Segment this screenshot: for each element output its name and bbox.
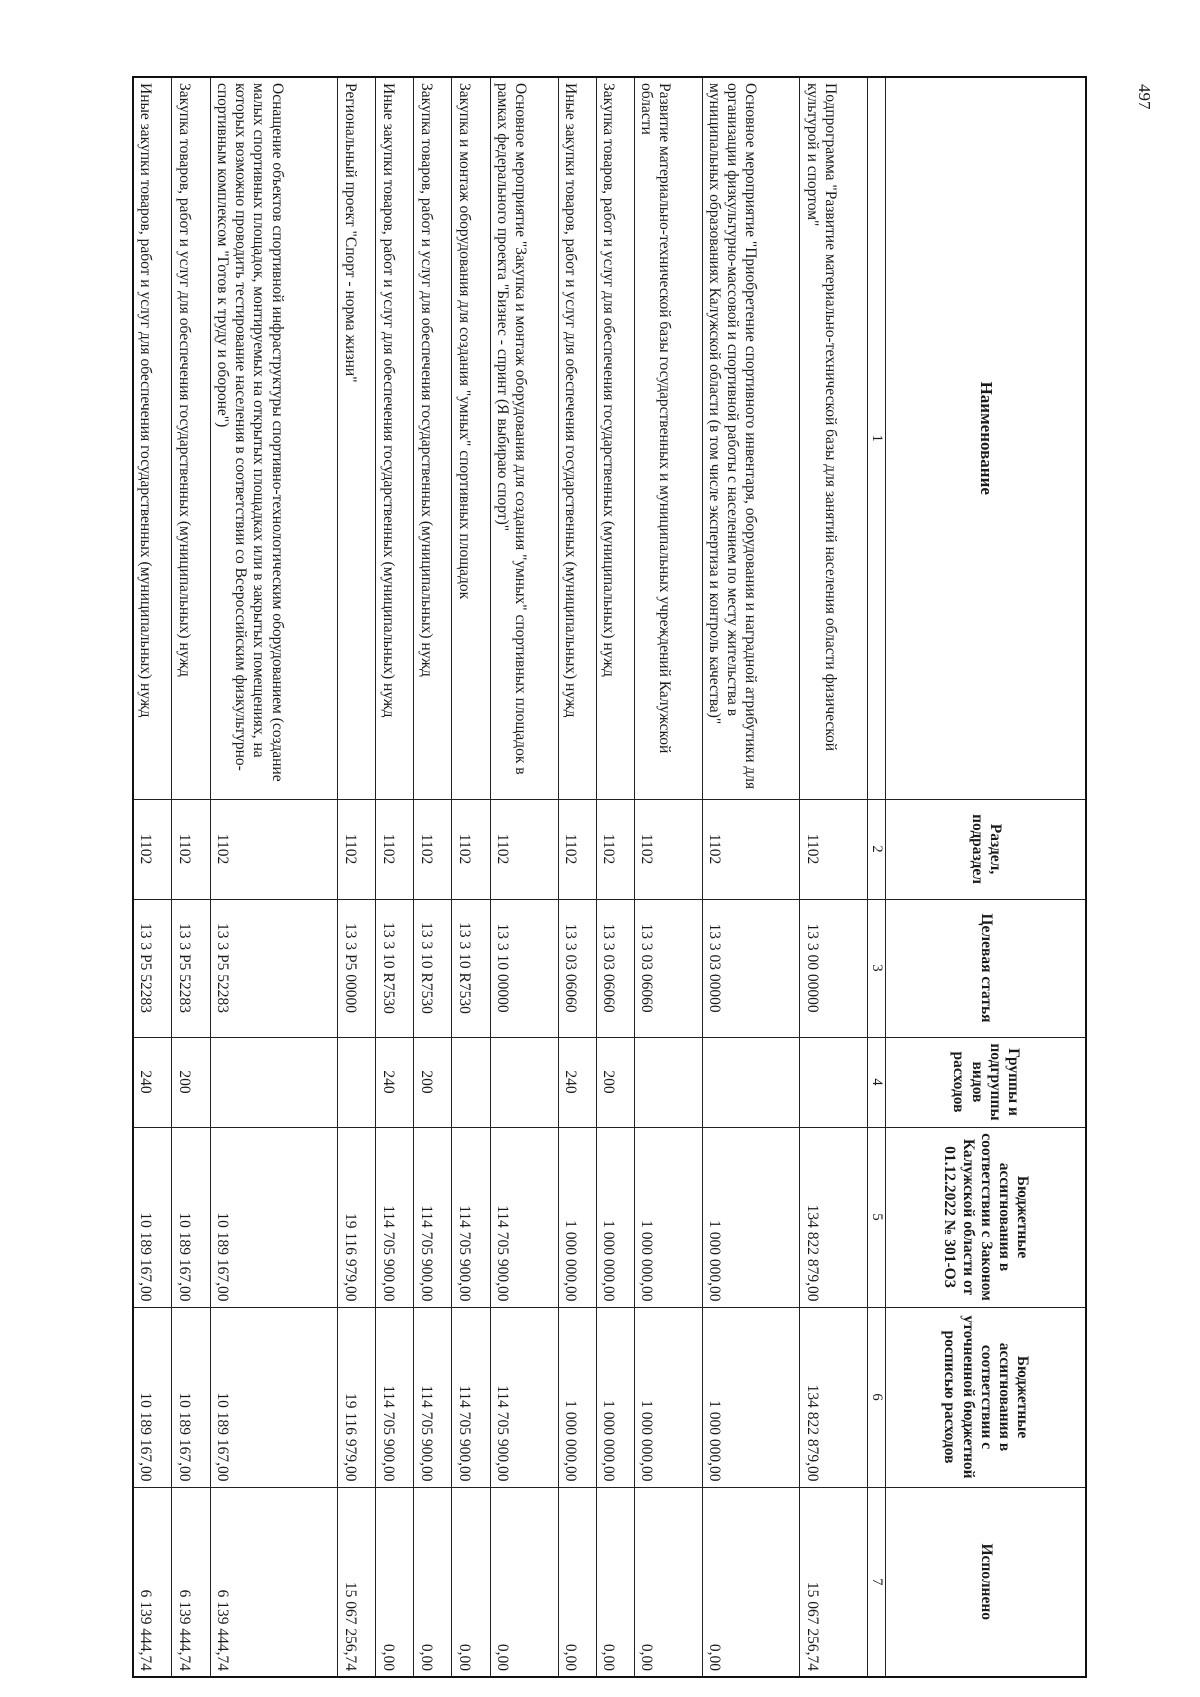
row-budget-amount: 114 705 900,00 <box>376 1307 414 1487</box>
row-group <box>210 1037 338 1127</box>
column-number: 4 <box>868 1037 886 1127</box>
row-section: 1102 <box>800 799 868 899</box>
column-number: 1 <box>868 77 886 799</box>
row-section: 1102 <box>558 799 596 899</box>
row-name: Региональный проект "Спорт - норма жизни" <box>338 77 376 799</box>
row-budget-amount: 10 189 167,00 <box>133 1307 172 1487</box>
row-law-amount: 114 705 900,00 <box>452 1127 490 1307</box>
header-budget-allocations: Бюджетные ассигнования в соответствии с уточненной бюджетной росписью расходов <box>886 1307 1086 1487</box>
table-row <box>414 77 452 1677</box>
table-row <box>376 77 414 1677</box>
row-article: 13 3 00 00000 <box>800 899 868 1037</box>
row-executed-amount: 0,00 <box>634 1487 702 1677</box>
row-group: 240 <box>133 1037 172 1127</box>
header-section: Раздел, подраздел <box>886 799 1086 899</box>
row-name: Подпрограмма "Развитие материально-технической базы для занятий населения области физической культурой и спортом" <box>800 77 868 799</box>
row-executed-amount: 15 067 256,74 <box>800 1487 868 1677</box>
row-budget-amount: 114 705 900,00 <box>490 1307 558 1487</box>
row-executed-amount: 0,00 <box>490 1487 558 1677</box>
table-row <box>634 77 702 1677</box>
row-section: 1102 <box>210 799 338 899</box>
row-article: 13 3 03 06060 <box>634 899 702 1037</box>
row-section: 1102 <box>634 799 702 899</box>
row-law-amount: 114 705 900,00 <box>490 1127 558 1307</box>
row-law-amount: 1 000 000,00 <box>558 1127 596 1307</box>
row-budget-amount: 114 705 900,00 <box>414 1307 452 1487</box>
row-section: 1102 <box>414 799 452 899</box>
row-article: 13 3 P5 52283 <box>133 899 172 1037</box>
row-section: 1102 <box>376 799 414 899</box>
table-row <box>490 77 558 1677</box>
budget-table-container <box>132 76 1087 1676</box>
row-group: 240 <box>558 1037 596 1127</box>
row-section: 1102 <box>596 799 634 899</box>
row-name: Иные закупки товаров, работ и услуг для обеспечения государственных (муниципальных) нужд <box>133 77 172 799</box>
row-executed-amount: 0,00 <box>558 1487 596 1677</box>
row-executed-amount: 6 139 444,74 <box>210 1487 338 1677</box>
row-group <box>800 1037 868 1127</box>
row-article: 13 3 10 R7530 <box>414 899 452 1037</box>
row-law-amount: 114 705 900,00 <box>414 1127 452 1307</box>
row-name: Основное мероприятие "Приобретение спортивного инвентаря, оборудования и наградной атрибутики для организации физкультурно-массовой и спортивной работы с населением по месту жительства в муниципальных образованиях Калужской области (в том числе экспертиза и контроль качества)" <box>702 77 800 799</box>
row-article: 13 3 10 00000 <box>490 899 558 1037</box>
table-row <box>452 77 490 1677</box>
row-budget-amount: 114 705 900,00 <box>452 1307 490 1487</box>
row-group: 200 <box>172 1037 210 1127</box>
row-budget-amount: 1 000 000,00 <box>634 1307 702 1487</box>
header-group: Группы и подгруппы видов расходов <box>886 1037 1086 1127</box>
row-law-amount: 10 189 167,00 <box>172 1127 210 1307</box>
row-group: 200 <box>414 1037 452 1127</box>
table-row <box>338 77 376 1677</box>
row-executed-amount: 0,00 <box>596 1487 634 1677</box>
row-budget-amount: 10 189 167,00 <box>172 1307 210 1487</box>
table-row <box>702 77 800 1677</box>
row-group <box>634 1037 702 1127</box>
column-number: 2 <box>868 799 886 899</box>
column-number-row <box>868 77 886 1677</box>
row-article: 13 3 10 R7530 <box>452 899 490 1037</box>
budget-table <box>132 76 1087 1678</box>
row-article: 13 3 10 R7530 <box>376 899 414 1037</box>
column-number: 6 <box>868 1307 886 1487</box>
row-section: 1102 <box>133 799 172 899</box>
row-law-amount: 19 116 979,00 <box>338 1127 376 1307</box>
column-number: 5 <box>868 1127 886 1307</box>
row-budget-amount: 1 000 000,00 <box>596 1307 634 1487</box>
row-group <box>452 1037 490 1127</box>
row-section: 1102 <box>702 799 800 899</box>
row-name: Закупка товаров, работ и услуг для обеспечения государственных (муниципальных) нужд <box>414 77 452 799</box>
row-group <box>338 1037 376 1127</box>
row-executed-amount: 15 067 256,74 <box>338 1487 376 1677</box>
row-name: Закупка товаров, работ и услуг для обеспечения государственных (муниципальных) нужд <box>596 77 634 799</box>
row-budget-amount: 19 116 979,00 <box>338 1307 376 1487</box>
column-number: 7 <box>868 1487 886 1677</box>
row-article: 13 3 P5 52283 <box>210 899 338 1037</box>
table-row <box>210 77 338 1677</box>
row-law-amount: 1 000 000,00 <box>702 1127 800 1307</box>
row-name: Оснащение объектов спортивной инфраструктуры спортивно-технологическим оборудованием (создание малых спортивных площадок, монтируемых на открытых площадках или в закрытых помещениях, на которых возможно проводить тестирование населения в соответствии со Всероссийским физкультурно-спортивным комплексом "Готов к труду и обороне") <box>210 77 338 799</box>
row-article: 13 3 03 06060 <box>558 899 596 1037</box>
row-article: 13 3 P5 00000 <box>338 899 376 1037</box>
row-section: 1102 <box>490 799 558 899</box>
row-article: 13 3 P5 52283 <box>172 899 210 1037</box>
row-group: 240 <box>376 1037 414 1127</box>
table-row <box>172 77 210 1677</box>
row-executed-amount: 6 139 444,74 <box>172 1487 210 1677</box>
row-executed-amount: 0,00 <box>414 1487 452 1677</box>
row-executed-amount: 0,00 <box>452 1487 490 1677</box>
row-law-amount: 1 000 000,00 <box>634 1127 702 1307</box>
row-law-amount: 114 705 900,00 <box>376 1127 414 1307</box>
row-group: 200 <box>596 1037 634 1127</box>
table-row <box>596 77 634 1677</box>
row-law-amount: 134 822 879,00 <box>800 1127 868 1307</box>
row-budget-amount: 134 822 879,00 <box>800 1307 868 1487</box>
row-law-amount: 1 000 000,00 <box>596 1127 634 1307</box>
header-article: Целевая статья <box>886 899 1086 1037</box>
table-row <box>558 77 596 1677</box>
page-number: 497 <box>1135 84 1154 110</box>
column-number: 3 <box>868 899 886 1037</box>
row-article: 13 3 03 00000 <box>702 899 800 1037</box>
header-row <box>886 77 1086 1677</box>
row-group <box>490 1037 558 1127</box>
table-row <box>800 77 868 1677</box>
row-section: 1102 <box>338 799 376 899</box>
row-article: 13 3 03 06060 <box>596 899 634 1037</box>
row-executed-amount: 0,00 <box>702 1487 800 1677</box>
header-law-allocations: Бюджетные ассигнования в соответствии с Законом Калужской области от 01.12.2022 № 301-ОЗ <box>886 1127 1086 1307</box>
row-budget-amount: 1 000 000,00 <box>558 1307 596 1487</box>
row-budget-amount: 10 189 167,00 <box>210 1307 338 1487</box>
header-name: Наименование <box>886 77 1086 799</box>
row-budget-amount: 1 000 000,00 <box>702 1307 800 1487</box>
header-executed: Исполнено <box>886 1487 1086 1677</box>
row-section: 1102 <box>452 799 490 899</box>
row-name: Основное мероприятие "Закупка и монтаж оборудования для создания "умных" спортивных площадок в рамках федерального проекта "Бизнес - спринт (Я выбираю спорт)" <box>490 77 558 799</box>
row-name: Закупка и монтаж оборудования для создания "умных" спортивных площадок <box>452 77 490 799</box>
row-name: Иные закупки товаров, работ и услуг для обеспечения государственных (муниципальных) нужд <box>558 77 596 799</box>
row-name: Развитие материально-технической базы государственных и муниципальных учреждений Калужской области <box>634 77 702 799</box>
row-section: 1102 <box>172 799 210 899</box>
table-row <box>133 77 172 1677</box>
row-name: Закупка товаров, работ и услуг для обеспечения государственных (муниципальных) нужд <box>172 77 210 799</box>
row-group <box>702 1037 800 1127</box>
row-law-amount: 10 189 167,00 <box>210 1127 338 1307</box>
row-law-amount: 10 189 167,00 <box>133 1127 172 1307</box>
row-executed-amount: 0,00 <box>376 1487 414 1677</box>
row-name: Иные закупки товаров, работ и услуг для обеспечения государственных (муниципальных) нужд <box>376 77 414 799</box>
row-executed-amount: 6 139 444,74 <box>133 1487 172 1677</box>
